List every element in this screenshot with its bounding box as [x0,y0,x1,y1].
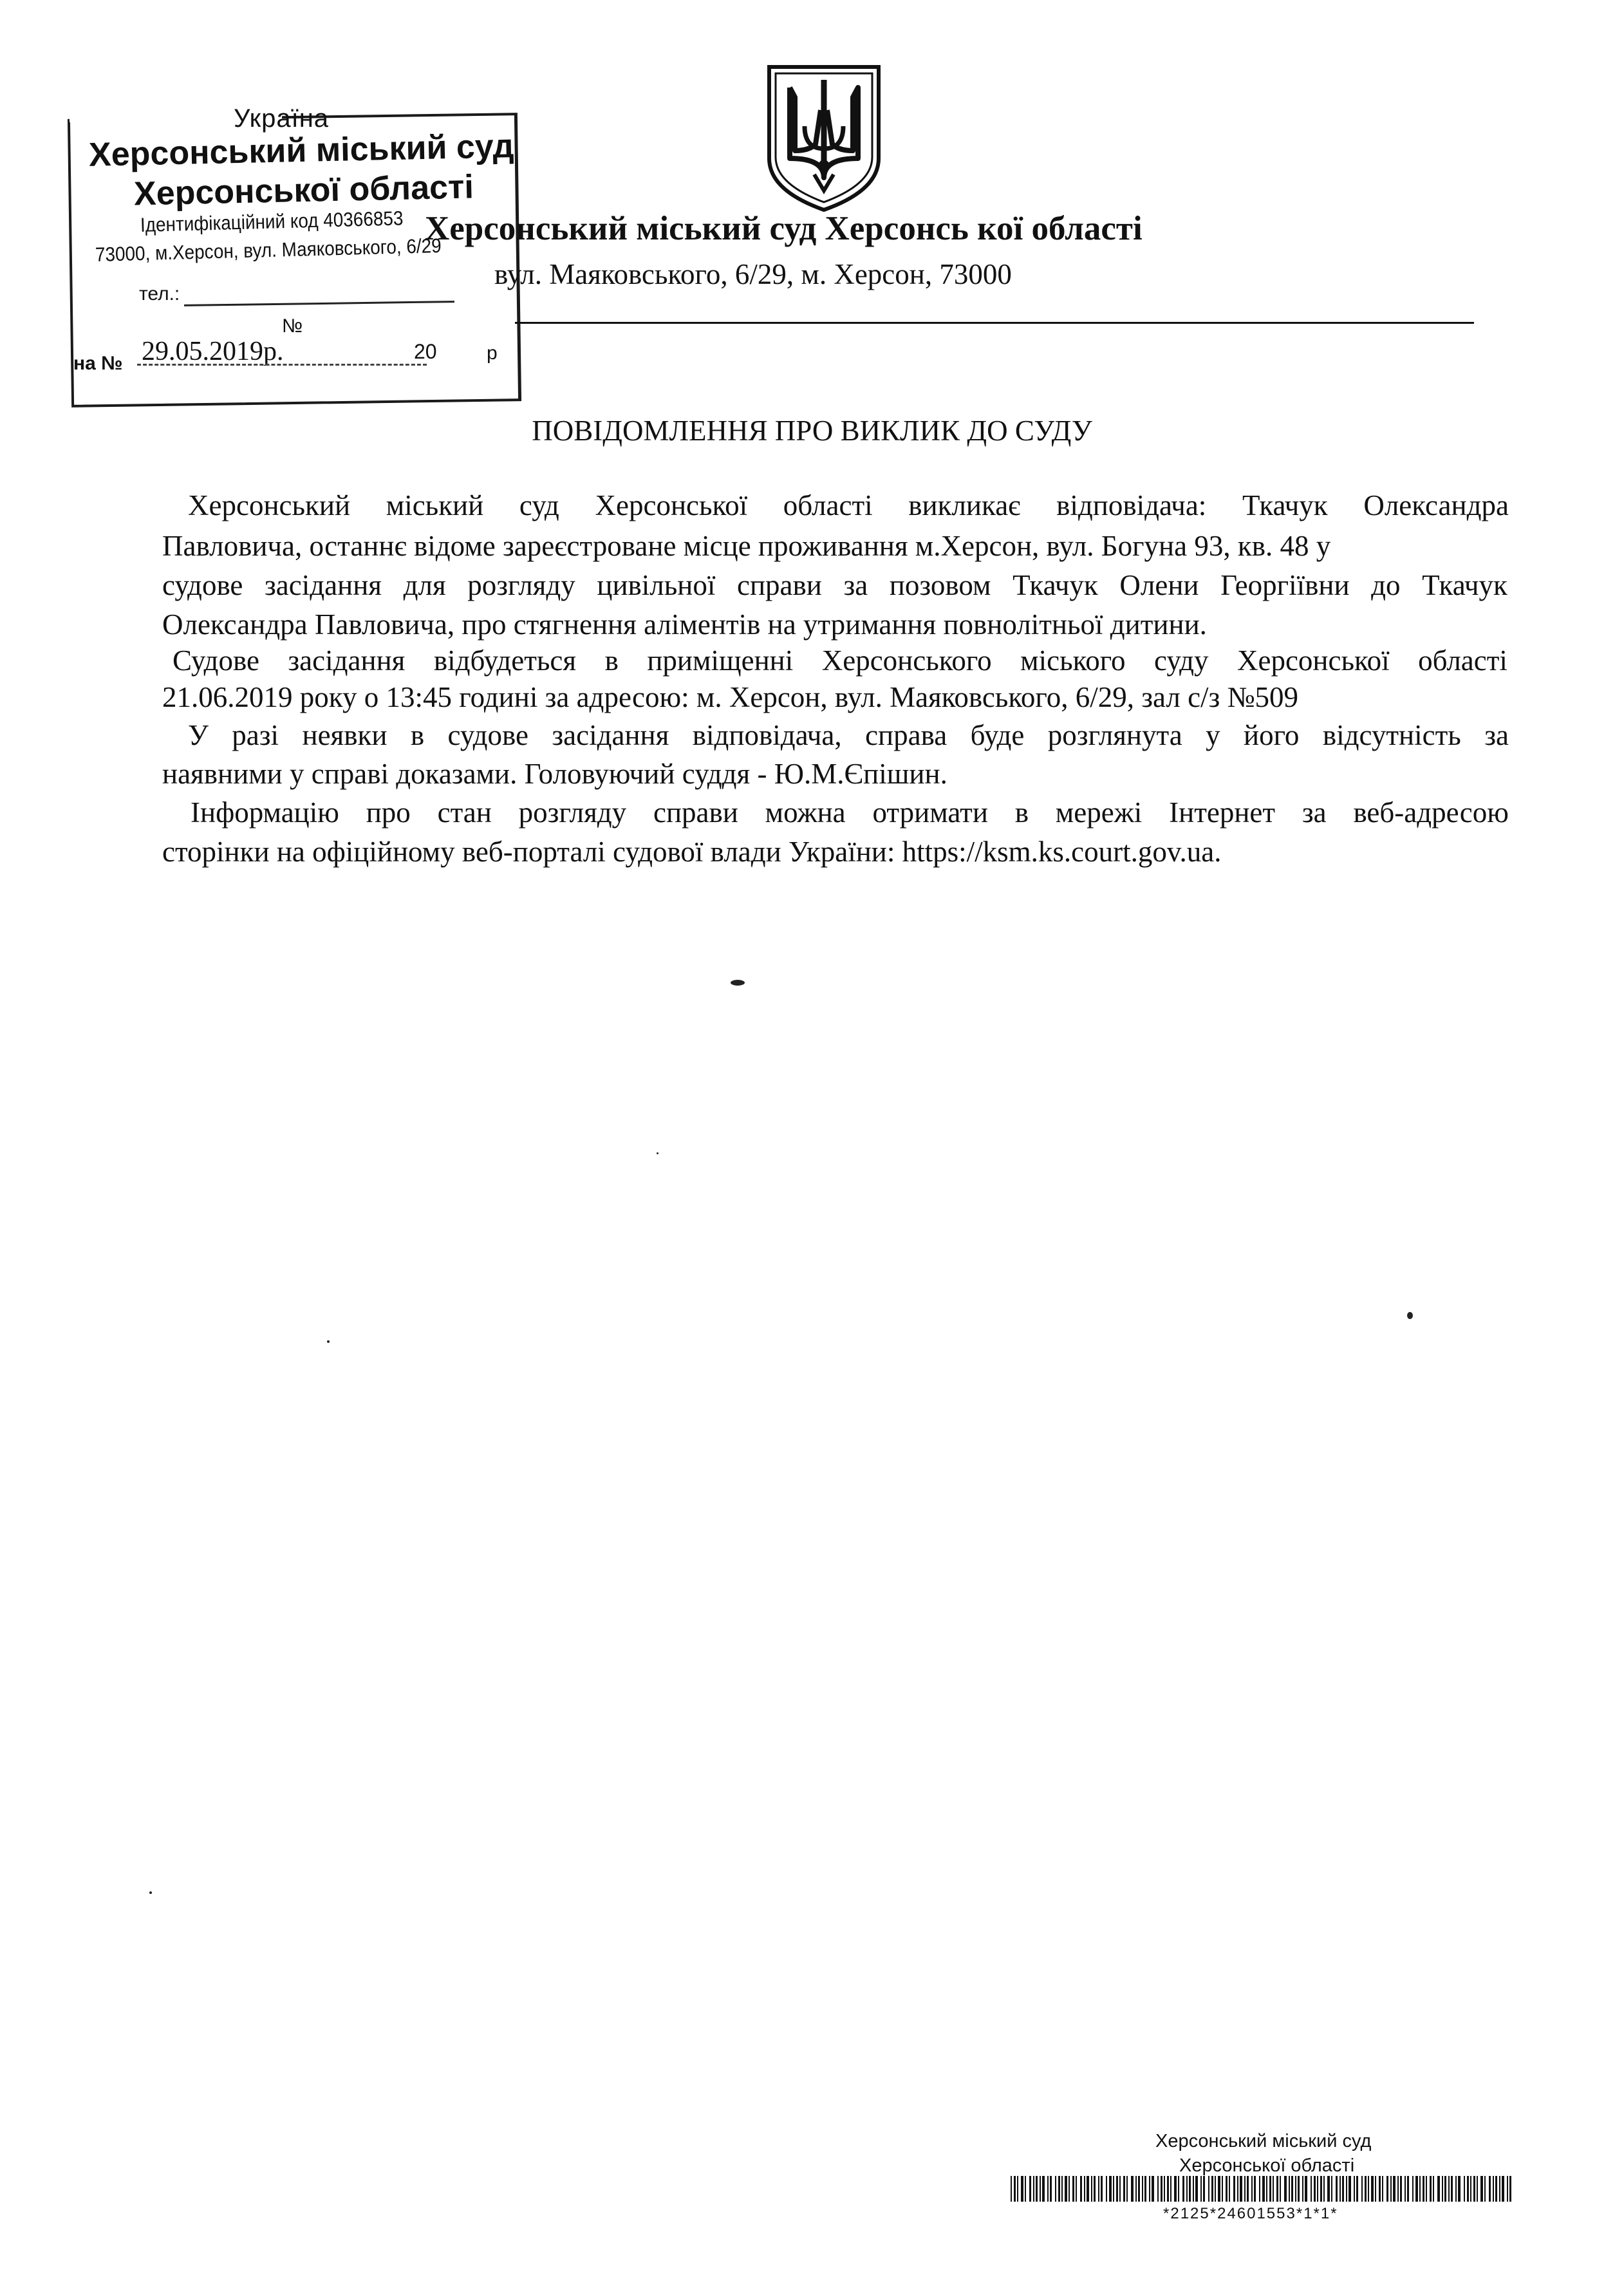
word: відповідача, [692,719,842,751]
word: розгляду [518,796,627,829]
word: Ткачук [1242,489,1328,521]
word: Інтернет [1169,796,1276,829]
barcode-region: Херсонської області [1179,2155,1355,2176]
barcode-court-name: Херсонський міський суд [1155,2131,1372,2151]
word: Олени [1119,569,1199,601]
trident-emblem-icon [763,62,885,213]
word: відбудеться [433,644,577,677]
word: області [1418,644,1507,677]
paragraph-3-line-2: наявними у справі доказами. Головуючий суддя - Ю.М.Єпішин. [162,758,947,790]
word: засідання [552,719,669,751]
word: відповідача: [1056,489,1207,521]
word: в [604,644,619,677]
paragraph-1-line-2: Павловича, останнє відоме зареєстроване місце проживання м.Херсон, вул. Богуна 93, кв. 48 у [162,530,1331,562]
word: неявки [302,719,387,751]
word: у [1206,719,1220,751]
paragraph-1-line-4: Олександра Павловича, про стягнення аліментів на утримання повнолітньої дитини. [162,608,1207,641]
stamp-number-mark: № [282,315,303,337]
stamp-r-suffix: р [487,342,498,364]
word: стан [437,796,492,829]
word: приміщенні [647,644,794,677]
word: Судове [173,644,259,677]
word: отримати [872,796,988,829]
word: Ткачук [1013,569,1098,601]
paragraph-2-line-1 [173,646,1507,675]
stamp-tel-label: тел.: [139,283,180,305]
word: веб-адресою [1353,796,1509,829]
barcode-block [1011,2124,1513,2222]
word: в [410,719,425,751]
stamp-court-name: Херсонський міський суд [88,127,515,174]
word: розгляду [467,569,575,601]
word: справи [653,796,738,829]
stamp-date: 29.05.2019р. [142,337,284,366]
word: засідання [288,644,406,677]
paragraph-1-line-3 [162,571,1507,600]
word: У [188,719,209,751]
word: Херсонської [1237,644,1390,677]
word: міського [1020,644,1126,677]
header-divider [515,322,1474,324]
word: для [403,569,446,601]
stamp-date-line [137,364,427,366]
word: суд [519,489,559,521]
word: Херсонський [188,489,351,521]
word: за [1302,796,1327,829]
word: справи [736,569,822,601]
word: судове [447,719,528,751]
barcode-number: *2125*24601553*1*1* [1163,2205,1338,2222]
paragraph-3-line-1 [188,721,1509,750]
barcode-image [1011,2176,1513,2202]
word: мережі [1055,796,1143,829]
word: міський [386,489,484,521]
word: його [1244,719,1300,751]
paragraph-4-line-1 [191,798,1509,827]
word: за [843,569,868,601]
word: розглянута [1047,719,1182,751]
word: за [1484,719,1509,751]
word: Інформацію [191,796,339,829]
word: Олександра [1363,489,1509,521]
word: справа [865,719,947,751]
word: в [1014,796,1029,829]
stamp-id-code: Ідентифікаційний код 40366853 [140,207,404,236]
paragraph-4-line-2: сторінки на офіційному веб-порталі судової влади України: https://ksm.ks.court.gov.ua. [162,836,1222,868]
stamp-reference-label: на № [73,353,123,374]
word: цивільної [597,569,716,601]
word: Херсонської [595,489,748,521]
word: судове [162,569,243,601]
word: Ткачук [1422,569,1507,601]
paragraph-1-line-1 [188,491,1509,520]
stamp-country: Україна [234,104,330,133]
word: області [783,489,873,521]
word: суду [1154,644,1209,677]
word: позовом [889,569,991,601]
word: Георгіївни [1220,569,1350,601]
word: до [1371,569,1401,601]
word: разі [232,719,279,751]
word: можна [765,796,846,829]
document-title: ПОВІДОМЛЕННЯ ПРО ВИКЛИК ДО СУДУ [532,415,1092,447]
word: Херсонського [821,644,992,677]
stamp-address: 73000, м.Херсон, вул. Маяковського, 6/29 [95,234,442,266]
paragraph-2-line-2: 21.06.2019 року о 13:45 годині за адресою: м. Херсон, вул. Маяковського, 6/29, зал с/з №509 [162,681,1299,713]
word: буде [970,719,1025,751]
court-address: вул. Маяковського, 6/29, м. Херсон, 73000 [494,258,1012,290]
stamp-court-region: Херсонської області [133,168,474,213]
court-name-heading: Херсонський міський суд Херсонсь кої області [425,210,1143,247]
word: про [366,796,411,829]
word: відсутність [1322,719,1461,751]
stamp-year-suffix: 20 [414,340,437,363]
word: засідання [265,569,382,601]
word: викликає [908,489,1021,521]
